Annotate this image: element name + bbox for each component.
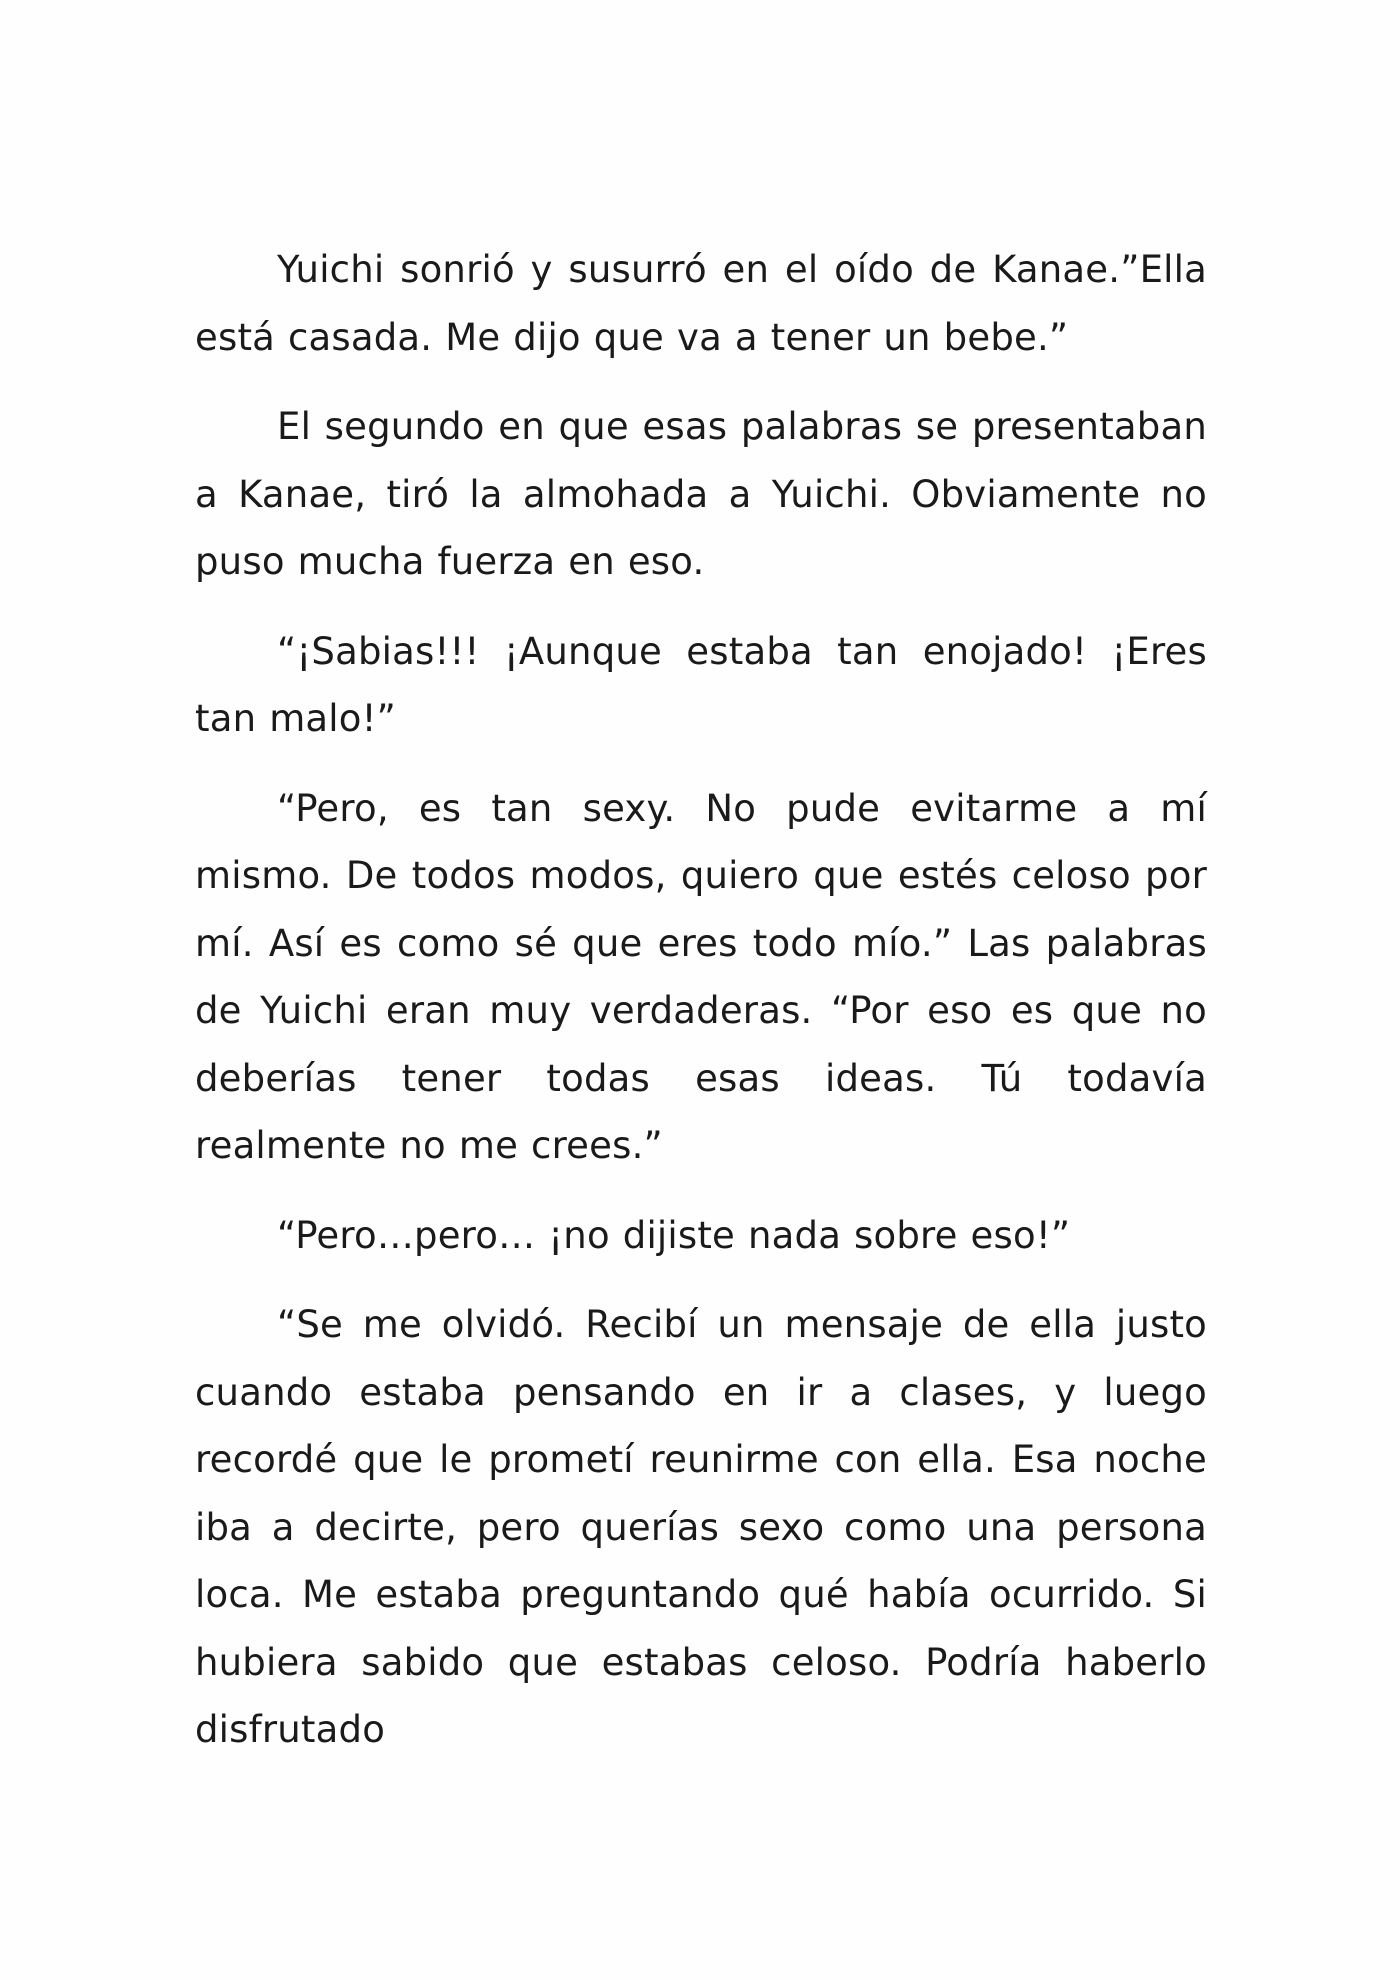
paragraph: “¡Sabias!!! ¡Aunque estaba tan enojado! ¡Eres tan malo!” [195, 629, 1207, 740]
paragraph: “Pero…pero… ¡no dijiste nada sobre eso!” [277, 1213, 1071, 1257]
paragraph: Yuichi sonrió y susurró en el oído de Kanae.”Ella está casada. Me dijo que va a tener un bebe.” [195, 248, 1207, 359]
paragraph: El segundo en que esas palabras se presentaban a Kanae, tiró la almohada a Yuichi. Obviamente no puso mucha fuerza en eso. [195, 405, 1207, 583]
paragraph: “Pero, es tan sexy. No pude evitarme a mí mismo. De todos modos, quiero que estés celoso por mí. Así es como sé que eres todo mío.” Las palabras de Yuichi eran muy verdaderas. “Por eso es que no deberías tener todas esas ideas. Tú todavía realmente no me crees.” [195, 786, 1207, 1167]
page-text [195, 236, 1207, 1786]
paragraph: “Se me olvidó. Recibí un mensaje de ella justo cuando estaba pensando en ir a clases, y luego recordé que le prometí reunirme con ella. Esa noche iba a decirte, pero querías sexo como una persona loca. Me estaba preguntando qué había ocurrido. Si hubiera sabido que estabas celoso. Podría haberlo disfrutado [195, 1303, 1207, 1751]
